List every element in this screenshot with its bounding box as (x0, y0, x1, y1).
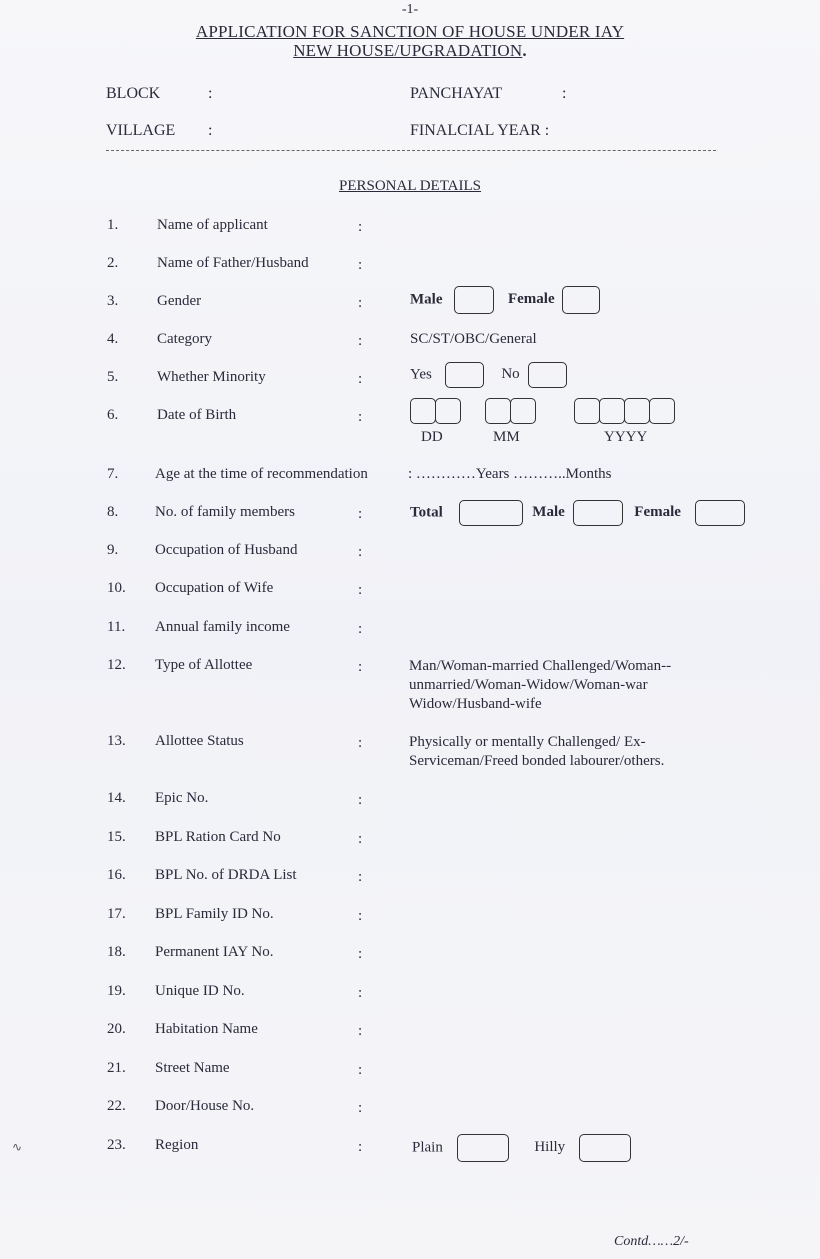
dob-digit-box[interactable] (649, 398, 675, 424)
region-plain-checkbox[interactable] (457, 1134, 509, 1162)
family-members-fields (410, 500, 745, 526)
item-number: 18. (107, 944, 126, 960)
colon: : (358, 869, 363, 885)
colon: : (358, 333, 363, 349)
form-title-line1: APPLICATION FOR SANCTION OF HOUSE UNDER IAY (195, 22, 625, 41)
colon: : (358, 659, 363, 675)
item-number: 19. (107, 983, 126, 999)
label-epic-no: Epic No. (155, 790, 209, 806)
item-number: 6. (107, 407, 119, 423)
label-family-members: No. of family members (155, 504, 295, 520)
label-region: Region (155, 1137, 199, 1153)
dob-year-boxes (574, 398, 674, 429)
item-number: 11. (107, 619, 126, 635)
colon: : (358, 831, 363, 847)
family-female-label: Female (634, 504, 681, 521)
dob-day-boxes (410, 398, 460, 429)
minority-options (410, 362, 567, 388)
dob-dd-caption: DD (421, 429, 443, 445)
minority-yes-label: Yes (410, 366, 432, 383)
family-male-field[interactable] (573, 500, 623, 526)
item-number: 9. (107, 542, 119, 558)
dob-digit-box[interactable] (435, 398, 461, 424)
item-number: 3. (107, 293, 119, 309)
item-number: 22. (107, 1098, 126, 1114)
label-annual-income: Annual family income (155, 619, 290, 635)
category-options: SC/ST/OBC/General (410, 331, 537, 347)
item-number: 17. (107, 906, 126, 922)
family-total-label: Total (410, 504, 443, 521)
colon: : (358, 409, 363, 425)
dashed-divider (106, 150, 716, 151)
item-number: 20. (107, 1021, 126, 1037)
family-male-label: Male (532, 504, 565, 521)
region-options (412, 1134, 631, 1162)
item-number: 1. (107, 217, 119, 233)
item-number: 15. (107, 829, 126, 845)
gender-female-label: Female (507, 291, 555, 308)
minority-yes-checkbox[interactable] (445, 362, 484, 388)
label-type-of-allottee: Type of Allottee (155, 657, 253, 673)
item-number: 7. (107, 466, 119, 482)
page-number: -1- (401, 2, 419, 17)
item-number: 10. (107, 580, 126, 596)
label-habitation-name: Habitation Name (155, 1021, 258, 1037)
item-number: 21. (107, 1060, 126, 1076)
continued-note: Contd……2/- (614, 1234, 689, 1249)
dob-digit-box[interactable] (599, 398, 625, 424)
dob-digit-box[interactable] (410, 398, 436, 424)
minority-no-checkbox[interactable] (528, 362, 567, 388)
gender-male-checkbox[interactable] (454, 286, 494, 314)
label-door-house-no: Door/House No. (155, 1098, 255, 1114)
item-number: 12. (107, 657, 126, 673)
label-occupation-husband: Occupation of Husband (155, 542, 298, 558)
village-colon: : (208, 122, 213, 139)
form-title-line2: NEW HOUSE/UPGRADATION. (293, 41, 527, 60)
dob-yyyy-caption: YYYY (604, 429, 648, 445)
dob-digit-box[interactable] (510, 398, 536, 424)
section-title: PERSONAL DETAILS (339, 178, 481, 194)
village-label: VILLAGE (106, 122, 176, 139)
label-date-of-birth: Date of Birth (157, 407, 237, 423)
label-gender: Gender (157, 293, 202, 309)
dob-month-boxes (485, 398, 535, 429)
item-number: 2. (107, 255, 119, 271)
minority-no-label: No (501, 366, 520, 383)
label-father-husband: Name of Father/Husband (157, 255, 309, 271)
gender-male-label: Male (410, 291, 443, 308)
panchayat-colon: : (562, 85, 567, 102)
panchayat-label: PANCHAYAT (410, 85, 503, 102)
colon: : (358, 946, 363, 962)
item-number: 23. (107, 1137, 126, 1153)
colon: : (358, 1100, 363, 1116)
colon: : (358, 735, 363, 751)
financial-year-label: FINALCIAL YEAR : (410, 122, 550, 139)
colon: : (358, 1062, 363, 1078)
colon: : (358, 1023, 363, 1039)
label-street-name: Street Name (155, 1060, 230, 1076)
colon: : (358, 295, 363, 311)
colon: : (358, 792, 363, 808)
family-total-field[interactable] (459, 500, 523, 526)
label-category: Category (157, 331, 212, 347)
colon: : (358, 985, 363, 1001)
region-plain-label: Plain (412, 1139, 443, 1156)
dob-digit-box[interactable] (624, 398, 650, 424)
item-number: 16. (107, 867, 126, 883)
family-female-field[interactable] (695, 500, 745, 526)
label-occupation-wife: Occupation of Wife (155, 580, 274, 596)
age-value: : …………Years ………..Months (408, 466, 612, 482)
item-number: 14. (107, 790, 126, 806)
item-number: 8. (107, 504, 119, 520)
gender-options (410, 286, 600, 314)
label-allottee-status: Allottee Status (155, 733, 244, 749)
dob-digit-box[interactable] (574, 398, 600, 424)
allottee-status-options: Physically or mentally Challenged/ Ex-Serviceman/Freed bonded labourer/others. (409, 734, 665, 769)
colon: : (358, 506, 363, 522)
region-hilly-label: Hilly (534, 1139, 566, 1156)
item-number: 4. (107, 331, 119, 347)
label-minority: Whether Minority (157, 369, 266, 385)
region-hilly-checkbox[interactable] (579, 1134, 631, 1162)
block-label: BLOCK (106, 85, 161, 102)
label-bpl-drda: BPL No. of DRDA List (155, 867, 297, 883)
colon: : (358, 621, 363, 637)
label-unique-id: Unique ID No. (155, 983, 245, 999)
dob-mm-caption: MM (493, 429, 520, 445)
label-permanent-iay: Permanent IAY No. (155, 944, 274, 960)
colon: : (358, 219, 363, 235)
colon: : (358, 544, 363, 560)
gender-female-checkbox[interactable] (562, 286, 600, 314)
label-bpl-family-id: BPL Family ID No. (155, 906, 274, 922)
allottee-type-options: Man/Woman-married Challenged/Woman--unmarried/Woman-Widow/Woman-war Widow/Husband-wife (409, 658, 672, 712)
colon: : (358, 1139, 363, 1155)
colon: : (358, 371, 363, 387)
block-colon: : (208, 85, 213, 102)
item-number: 13. (107, 733, 126, 749)
colon: : (358, 908, 363, 924)
colon: : (358, 257, 363, 273)
item-number: 5. (107, 369, 119, 385)
margin-scribble-icon: ∿ (12, 1140, 23, 1154)
colon: : (358, 582, 363, 598)
dob-digit-box[interactable] (485, 398, 511, 424)
label-name-of-applicant: Name of applicant (157, 217, 268, 233)
label-age: Age at the time of recommendation (155, 466, 368, 482)
label-bpl-ration-card: BPL Ration Card No (155, 829, 281, 845)
